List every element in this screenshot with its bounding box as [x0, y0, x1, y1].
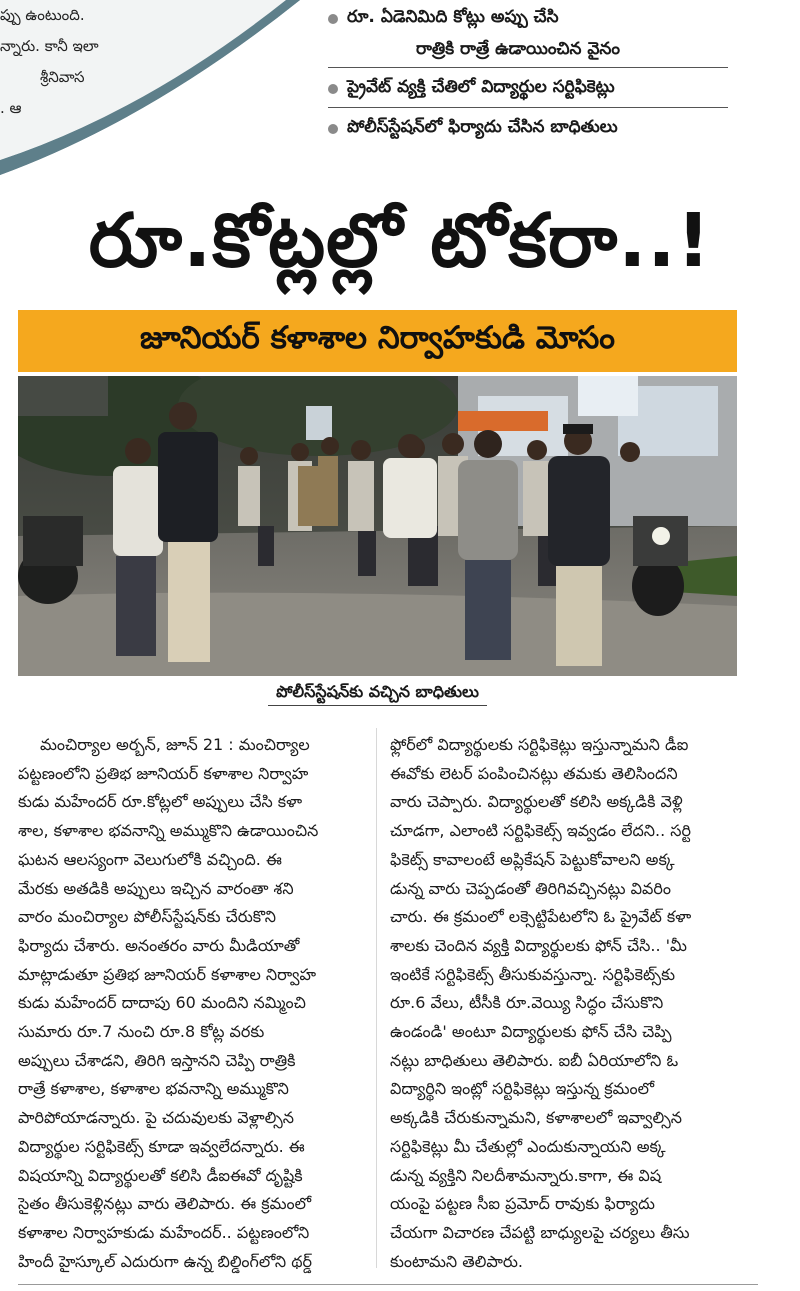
article-line: విషయాన్ని విద్యార్థులతో కలిసి డీఐఈవో దృష్టికి — [18, 1165, 303, 1185]
article-line: మంచిర్యాల అర్బన్, జూన్ 21 : మంచిర్యాల — [40, 735, 310, 754]
article-line: కుడు మహేందర్ దాదాపు 60 మందిని నమ్మించి — [18, 993, 306, 1013]
article-line: అక్కడికి చేరుకున్నామని, కళాశాలలో ఇవ్వాల్సిన — [390, 1108, 682, 1128]
crowd-photo-icon — [18, 376, 737, 676]
column-divider — [376, 728, 377, 1268]
bullet-dot-icon — [328, 124, 338, 134]
fragment-text — [0, 0, 130, 124]
adjacent-article-fragment — [0, 0, 300, 220]
highlight-item — [328, 114, 728, 144]
article-line: ఫ్లోర్‌లో విద్యార్థులకు సర్టిఫికెట్లు ఇస్తున్నామని డీఐ — [390, 735, 689, 754]
article-line: వారు చెప్పారు. విద్యార్థులతో కలిసి అక్కడికి వెళ్లి — [390, 792, 683, 812]
article-line: పట్టణంలోని ప్రతిభ జూనియర్ కళాశాల నిర్వాహ — [18, 763, 309, 783]
article-line: యంపై పట్టణ సీఐ ప్రమోద్ రావుకు ఫిర్యాదు — [390, 1194, 655, 1214]
fragment-line: శ్రీనివాస — [40, 68, 85, 86]
article-line: చారు. ఈ క్రమంలో లక్సెట్టిపేటలోని ఓ ప్రైవేట్ కళా — [390, 907, 692, 927]
subheadline: జూనియర్ కళాశాల నిర్వాహకుడి మోసం — [140, 319, 615, 356]
article-line: చేయగా విచారణ చేపట్టి బాధ్యులపై చర్యలు తీసు — [390, 1222, 690, 1242]
photo-caption-text: పోలీస్‌స్టేషన్‌కు వచ్చిన బాధితులు — [268, 682, 487, 706]
bottom-divider — [18, 1284, 758, 1285]
article-line: రూ.6 వేలు, టీసీకి రూ.వెయ్యి సిద్ధం చేసుకొని — [390, 993, 664, 1013]
highlight-text: రూ. ఏడెనిమిది కోట్లు అప్పు చేసి — [347, 7, 559, 27]
article-line: కుడు మహేందర్ రూ.కోట్లలో అప్పులు చేసి కళా — [18, 792, 303, 812]
article-line: శాలకు చెందిన వ్యక్తి విద్యార్థులకు ఫోన్ చేసి.. 'మీ — [390, 935, 687, 955]
article-line: విద్యార్థిని ఇంట్లో సర్టిఫికెట్లు ఇస్తున్న క్రమంలో — [390, 1079, 655, 1099]
article-line: డున్న వ్యక్తిని నిలదీశామన్నారు.కాగా, ఈ విష — [390, 1165, 662, 1185]
article-line: హిందీ హైస్కూల్ ఎదురుగా ఉన్న బిల్డింగ్‌లోని థర్డ్ — [18, 1251, 313, 1271]
article-line: డున్న వారు చెప్పడంతో తిరిగివచ్చినట్లు వివరిం — [390, 878, 672, 898]
highlight-item — [328, 4, 728, 34]
article-line: చూడగా, ఎలాంటి సర్టిఫికెట్స్ ఇవ్వడం లేదని.. సర్టి — [390, 821, 691, 841]
article-line: ఈవోకు లెటర్ పంపించినట్లు తమకు తెలిసిందని — [390, 763, 678, 783]
article-column-right — [390, 731, 735, 1276]
divider — [328, 67, 728, 68]
article-line: ఫికెట్స్ కావాలంటే అప్లికేషన్ పెట్టుకోవాలని అక్క — [390, 849, 675, 869]
article-line: మాట్లాడుతూ ప్రతిభ జూనియర్ కళాశాల నిర్వాహ — [18, 964, 316, 984]
fragment-line: ప్పు ఉంటుంది. — [0, 6, 85, 24]
article-line: కుంటామని తెలిపారు. — [390, 1251, 524, 1271]
highlight-text: పోలీస్‌స్టేషన్‌లో ఫిర్యాదు చేసిన బాధితులు — [347, 117, 618, 137]
article-line: నట్లు బాధితులు తెలిపారు. ఐబీ ఏరియాలోని ఓ — [390, 1050, 679, 1070]
article-line: పారిపోయాడన్నారు. పై చదువులకు వెళ్లాల్సిన — [18, 1108, 295, 1128]
crowd-photo — [18, 376, 737, 676]
highlights-list — [328, 4, 728, 144]
fragment-line: . ఆ — [0, 99, 22, 117]
fragment-line: న్నారు. కానీ ఇలా — [0, 37, 99, 55]
article-line: సర్టిఫికెట్లు మీ చేతుల్లో ఎందుకున్నాయని అక్క — [390, 1136, 666, 1156]
article-line: సైతం తీసుకెళ్లినట్లు వారు తెలిపారు. ఈ క్రమంలో — [18, 1194, 312, 1214]
article-line: వారం మంచిర్యాల పోలీస్‌స్టేషన్‌కు చేరుకొని — [18, 907, 276, 927]
article-line: శాల, కళాశాల భవనాన్ని అమ్ముకొని ఉడాయించిన — [18, 821, 319, 841]
headline: రూ.కోట్లల్లో టోకరా..! — [88, 198, 712, 284]
article-line: ఇంటికే సర్టిఫికెట్స్ తీసుకువస్తున్నా. సర్టిఫికెట్స్‌కు — [390, 964, 676, 984]
article-line: ఫిర్యాదు చేశారు. అనంతరం వారు మీడియాతో — [18, 935, 300, 955]
subheadline-bar — [18, 310, 737, 372]
photo-caption — [0, 682, 755, 705]
article-column-left — [18, 731, 363, 1276]
article-line: ఘటన ఆలస్యంగా వెలుగులోకి వచ్చింది. ఈ — [18, 849, 282, 869]
article-line: అప్పులు చేశాడని, తిరిగి ఇస్తానని చెప్పి రాత్రికి — [18, 1050, 296, 1070]
article-line: విద్యార్థుల సర్టిఫికెట్స్ కూడా ఇవ్వలేదన్నారు. ఈ — [18, 1136, 305, 1156]
article-line: కళాశాల నిర్వాహకుడు మహేందర్.. పట్టణంలోని — [18, 1222, 310, 1242]
article-line: సుమారు రూ.7 నుంచి రూ.8 కోట్ల వరకు — [18, 1022, 265, 1042]
highlight-text-continued: రాత్రికి రాత్రే ఉడాయించిన వైనం — [416, 39, 620, 59]
article-line: మేరకు అతడికి అప్పులు ఇచ్చిన వారంతా శని — [18, 878, 294, 898]
highlight-item — [328, 74, 728, 104]
article-line: రాత్రే కళాశాల, కళాశాల భవనాన్ని అమ్ముకొని — [18, 1079, 289, 1099]
bullet-dot-icon — [328, 84, 338, 94]
bullet-dot-icon — [328, 14, 338, 24]
highlight-text: ప్రైవేట్ వ్యక్తి చేతిలో విద్యార్థుల సర్టిఫికెట్లు — [347, 77, 615, 97]
article-line: ఉండండి' అంటూ విద్యార్థులకు ఫోన్ చేసి చెప్పి — [390, 1022, 672, 1042]
divider — [328, 107, 728, 108]
